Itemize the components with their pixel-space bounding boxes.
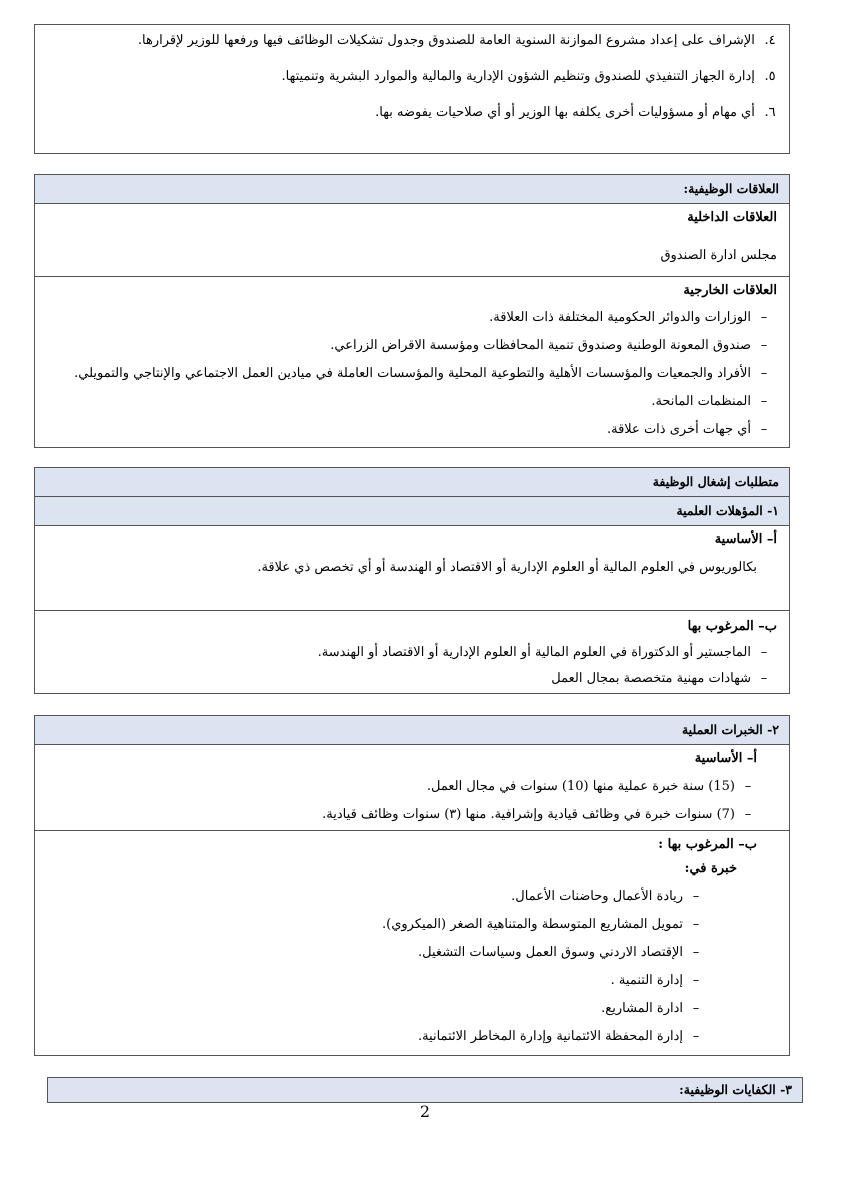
dash-bullet: – (692, 973, 700, 988)
list-item-text: (15) سنة خبرة عملية منها (10) سنوات في مجال العمل. (426, 779, 735, 794)
list-item (418, 1029, 709, 1044)
list-item-text: المنظمات المانحة. (651, 394, 751, 409)
dash-bullet: – (760, 422, 768, 437)
competencies-header: ٣- الكفايات الوظيفية: (48, 1078, 802, 1102)
dash-bullet: – (760, 338, 768, 353)
list-item-text: تمويل المشاريع المتوسطة والمتناهية الصغر (الميكروي). (382, 917, 683, 932)
dash-bullet: – (760, 394, 768, 409)
list-item (322, 807, 761, 822)
duty-text: الإشراف على إعداد مشروع الموازنة السنوية العامة للصندوق وجدول تشكيلات الوظائف فيها ورفعها للوزير لإقرارها. (137, 33, 755, 48)
experience-header: ٢- الخبرات العملية (35, 716, 789, 745)
list-item (651, 394, 777, 409)
competencies-box (47, 1077, 803, 1103)
dash-bullet: – (760, 366, 768, 381)
dash-bullet: – (760, 310, 768, 325)
requirements-box (34, 467, 790, 694)
internal-text: مجلس ادارة الصندوق (660, 248, 777, 263)
duty-item-5 (282, 69, 781, 84)
list-item-text: شهادات مهنية متخصصة بمجال العمل (551, 671, 751, 686)
relations-header: العلاقات الوظيفية: (35, 175, 789, 204)
list-item-text: الماجستير أو الدكتوراة في العلوم المالية أو العلوم الإدارية أو الاقتصاد أو الهندسة. (317, 645, 751, 660)
dash-bullet: – (692, 1001, 700, 1016)
list-item (418, 945, 709, 960)
list-item (551, 671, 777, 686)
list-item-text: الإقتصاد الاردني وسوق العمل وسياسات التشغيل. (418, 945, 683, 960)
dash-bullet: – (692, 889, 700, 904)
list-item (382, 917, 709, 932)
desired-experience (35, 830, 789, 1055)
qualifications-header: ١- المؤهلات العلمية (35, 497, 789, 526)
list-item (607, 422, 777, 437)
basic-qualification (35, 526, 789, 610)
list-item (489, 310, 777, 325)
dash-bullet: – (760, 671, 768, 686)
expertise-label: خبرة في: (684, 861, 737, 876)
basic-text: بكالوريوس في العلوم المالية أو العلوم الإدارية أو الاقتصاد أو الهندسة أو أي تخصص ذي علاقة. (257, 560, 757, 575)
list-item-text: ريادة الأعمال وحاضنات الأعمال. (511, 889, 683, 904)
duty-item-6 (375, 105, 781, 120)
duty-number: ٦. (764, 105, 776, 120)
external-title: العلاقات الخارجية (683, 283, 777, 298)
dash-bullet: – (692, 1029, 700, 1044)
internal-title: العلاقات الداخلية (687, 210, 777, 225)
list-item (601, 1001, 709, 1016)
list-item-text: إدارة التنمية . (610, 973, 683, 988)
duties-box (34, 24, 790, 154)
duty-number: ٥. (764, 69, 776, 84)
list-item-text: ادارة المشاريع. (601, 1001, 683, 1016)
internal-relations (35, 204, 789, 276)
desired-label: ب– المرغوب بها (687, 619, 777, 634)
dash-bullet: – (692, 945, 700, 960)
list-item (330, 338, 777, 353)
list-item (611, 973, 709, 988)
dash-bullet: – (744, 807, 752, 822)
list-item-text: الأفراد والجمعيات والمؤسسات الأهلية والتطوعية المحلية والمؤسسات العاملة في ميادين العمل الاجتماعي والإنتاجي والتمويلي. (74, 366, 751, 381)
list-item (74, 366, 777, 381)
external-relations (35, 276, 789, 448)
list-item (511, 889, 709, 904)
basic-label: أ– الأساسية (714, 532, 777, 547)
list-item (318, 645, 777, 660)
dash-bullet: – (744, 779, 752, 794)
page-number: 2 (419, 1102, 431, 1121)
desired-label: ب– المرغوب بها : (658, 837, 757, 852)
list-item-text: (7) سنوات خبرة في وظائف قيادية وإشرافية. منها (٣) سنوات وظائف قيادية. (322, 807, 735, 822)
dash-bullet: – (760, 645, 768, 660)
desired-qualification (35, 610, 789, 697)
experience-box (34, 715, 790, 1056)
dash-bullet: – (692, 917, 700, 932)
duty-text: أي مهام أو مسؤوليات أخرى يكلفه بها الوزير أو أي صلاحيات يفوضه بها. (375, 105, 755, 120)
list-item-text: إدارة المحفظة الائتمانية وإدارة المخاطر الائتمانية. (417, 1029, 683, 1044)
list-item (427, 779, 761, 794)
requirements-header: متطلبات إشغال الوظيفة (35, 468, 789, 497)
duty-number: ٤. (764, 33, 776, 48)
relations-box (34, 174, 790, 448)
list-item-text: أي جهات أخرى ذات علاقة. (606, 422, 751, 437)
list-item-text: الوزارات والدوائر الحكومية المختلفة ذات العلاقة. (489, 310, 751, 325)
basic-label: أ– الأساسية (694, 751, 757, 766)
basic-experience (35, 745, 789, 830)
duty-text: إدارة الجهاز التنفيذي للصندوق وتنظيم الشؤون الإدارية والمالية والموارد البشرية وتنميتها. (281, 69, 755, 84)
list-item-text: صندوق المعونة الوطنية وصندوق تنمية المحافظات ومؤسسة الاقراض الزراعي. (330, 338, 751, 353)
duty-item-4 (138, 33, 781, 48)
